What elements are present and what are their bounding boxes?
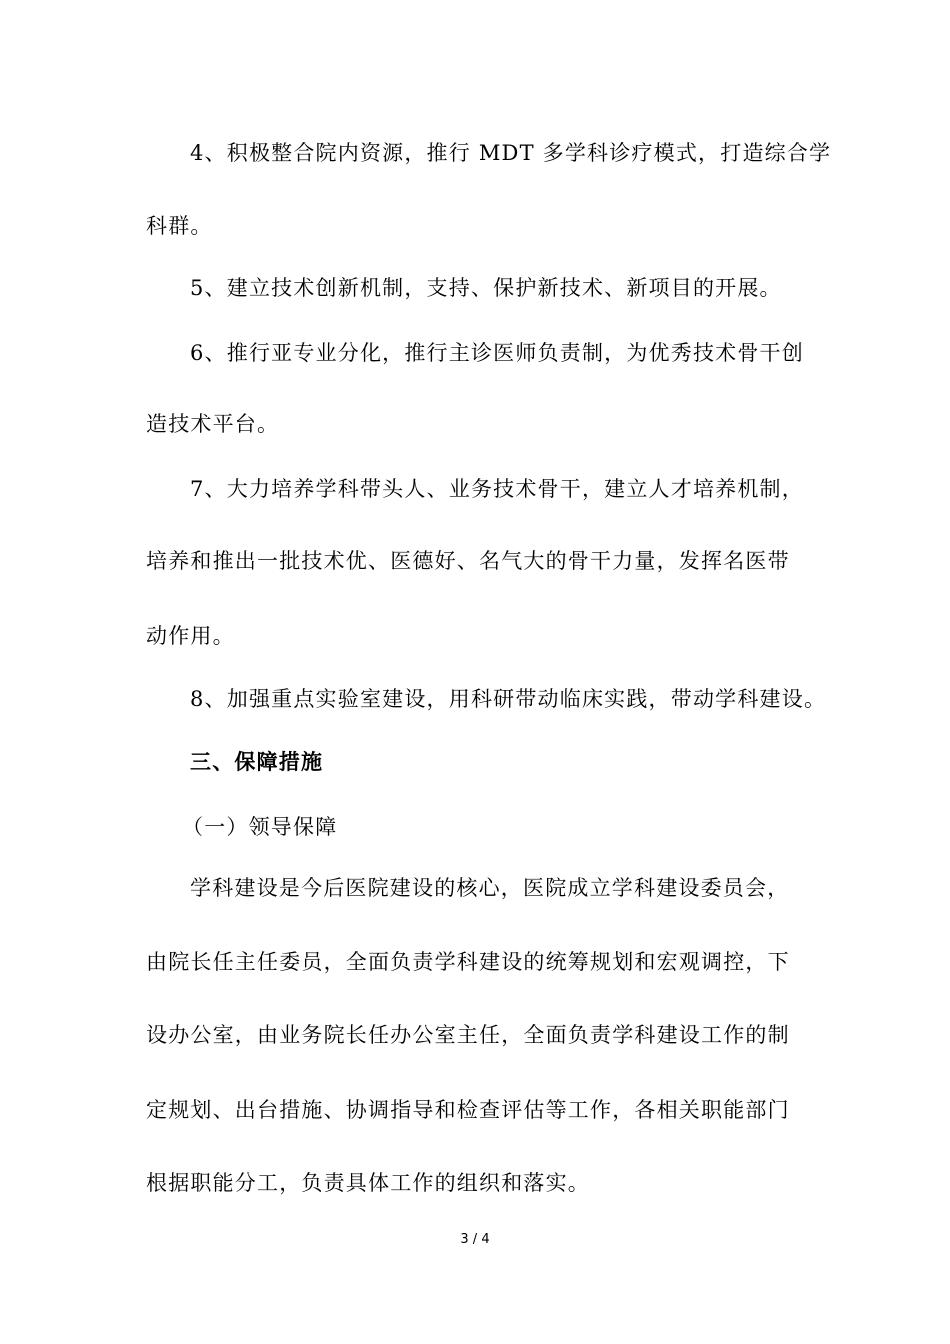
item-6-line-1: 6、推行亚专业分化，推行主诊医师负责制，为优秀技术骨干创 <box>190 341 804 365</box>
item-6-line-2: 造技术平台。 <box>146 412 280 436</box>
item-5-line-1: 5、建立技术创新机制，支持、保护新技术、新项目的开展。 <box>190 276 782 300</box>
paragraph-line-1: 学科建设是今后医院建设的核心，医院成立学科建设委员会， <box>190 876 790 900</box>
paragraph-line-2: 由院长任主任委员，全面负责学科建设的统筹规划和宏观调控，下 <box>146 950 790 974</box>
item-7-line-3: 动作用。 <box>146 624 235 648</box>
item-7-line-1: 7、大力培养学科带头人、业务技术骨干，建立人才培养机制， <box>190 477 804 501</box>
paragraph-line-5: 根据职能分工，负责具体工作的组织和落实。 <box>146 1171 590 1195</box>
subsection-heading: （一）领导保障 <box>182 815 338 839</box>
section-heading: 三、保障措施 <box>190 750 324 774</box>
paragraph-line-3: 设办公室，由业务院长任办公室主任，全面负责学科建设工作的制 <box>146 1023 790 1047</box>
item-4-line-2: 科群。 <box>146 214 213 238</box>
item-8-line-1: 8、加强重点实验室建设，用科研带动临床实践，带动学科建设。 <box>190 687 827 711</box>
paragraph-line-4: 定规划、出台措施、协调指导和检查评估等工作，各相关职能部门 <box>146 1098 790 1122</box>
page-number: 3 / 4 <box>460 1232 490 1247</box>
item-4-line-1: 4、积极整合院内资源，推行 MDT 多学科诊疗模式，打造综合学 <box>190 141 832 165</box>
item-7-line-2: 培养和推出一批技术优、医德好、名气大的骨干力量，发挥名医带 <box>146 549 790 573</box>
